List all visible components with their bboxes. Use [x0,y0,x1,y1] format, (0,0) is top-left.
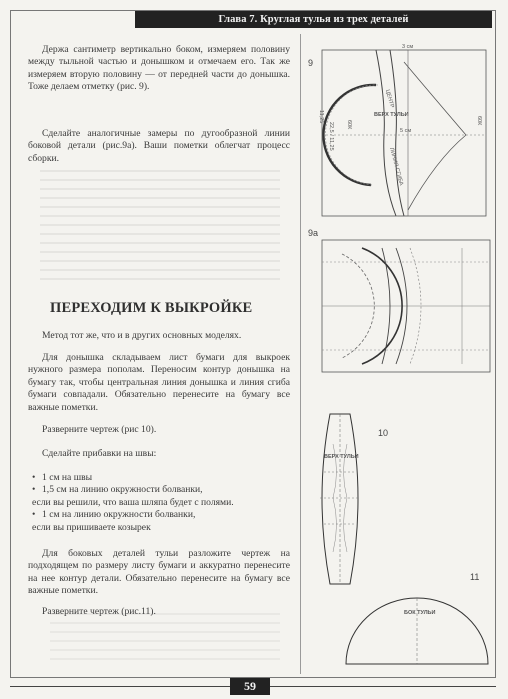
fig9-fold-label: ЛИНИЯ СГИБА [388,146,404,187]
crown-paragraph [28,352,290,414]
fig9-diagram [316,40,492,220]
intro-text-2: Сделайте аналогичные замеры по дугообразной линии боковой детали (рис.9а). Ваши пометки облегчат процесс сборки. [28,128,290,164]
intro-text-1: Держа сантиметр вертикально боком, измеряем половину между тыльной частью и донышком и отмечаем его. Так же измеряем вторую половину — от передней части до донышка. Тоже делаем отметку (рис. 9). [28,44,290,93]
sides-paragraph [28,548,290,598]
bleed-through-text [40,170,280,280]
bullet-icon: • [32,472,36,483]
fig11-number: 11 [470,572,480,582]
fig10-number: 10 [378,428,389,438]
fig11-diagram [342,594,492,666]
bullet-icon: • [32,484,36,496]
unfold-10-paragraph [28,424,290,436]
allowance-text: 1 см на швы [42,472,93,483]
fig11-label: БОК ТУЛЬИ [404,610,436,616]
allowance-list [28,472,290,534]
intro-paragraph-2 [28,128,290,165]
allowance-item-2-cont: если вы решили, что ваша шляпа будет с полями. [32,496,234,508]
seam-intro-paragraph [28,448,290,460]
fig9-60k: 60К [346,120,352,130]
allowance-item-2 [28,484,290,496]
crown-text: Для донышка складываем лист бумаги для выкроек нужного размера пополам. Переносим контур донышка на бумагу так, чтобы центральная линия донышка и линия сгиба бумаги совпадали. Обязательно перенесите на бумагу все важные пометки. [28,352,290,413]
fig9-60k-right: 60К [476,116,482,126]
fig9-center-label: ЦЕНТР [384,88,395,109]
fig9-number: 9 [308,58,314,68]
allowance-item-1 [28,472,290,484]
unfold-10-text: Разверните чертеж (рис 10). [42,424,157,435]
page-number: 59 [230,678,270,695]
chapter-title: Глава 7. Круглая тулья из трех деталей [135,11,492,28]
section-title: ПЕРЕХОДИМ К ВЫКРОЙКЕ [50,300,253,316]
intro-paragraph-1 [28,44,290,94]
method-paragraph [28,330,290,342]
fig9-mid-dim: 5 см [400,128,412,134]
fig9a-diagram [322,240,490,372]
allowance-text: 1,5 см на линию окружности болванки, [42,484,203,496]
unfold-11-text: Разверните чертеж (рис.11). [42,606,156,617]
bullet-icon: • [32,509,36,521]
seam-intro-text: Сделайте прибавки на швы: [42,448,157,459]
fig9-top-crown-label: ВЕРХ ТУЛЬИ [374,112,409,118]
fig9-dim-left-1: 11,25 [318,110,324,124]
allowance-item-3 [28,509,290,521]
fig9-top-dim: 3 см [402,44,414,50]
fig10-label: ВЕРХ ТУЛЬИ [324,454,359,460]
fig9-dim-left-2: 22,5 / 11,25 [328,122,334,151]
method-text: Метод тот же, что и в других основных моделях. [42,330,242,341]
allowance-text: 1 см на линию окружности болванки, [42,509,196,521]
fig10-diagram [300,412,380,586]
fig9a-number: 9а [308,228,319,238]
allowance-item-3-cont: если вы пришиваете козырек [32,521,151,533]
bleed-through-text [50,610,280,660]
sides-text: Для боковых деталей тульи разложите чертеж на подходящем по размеру листу бумаги и аккуратно перенесите на нее контур детали. Обязательно перенесите на бумагу все важные пометки. [28,548,290,597]
